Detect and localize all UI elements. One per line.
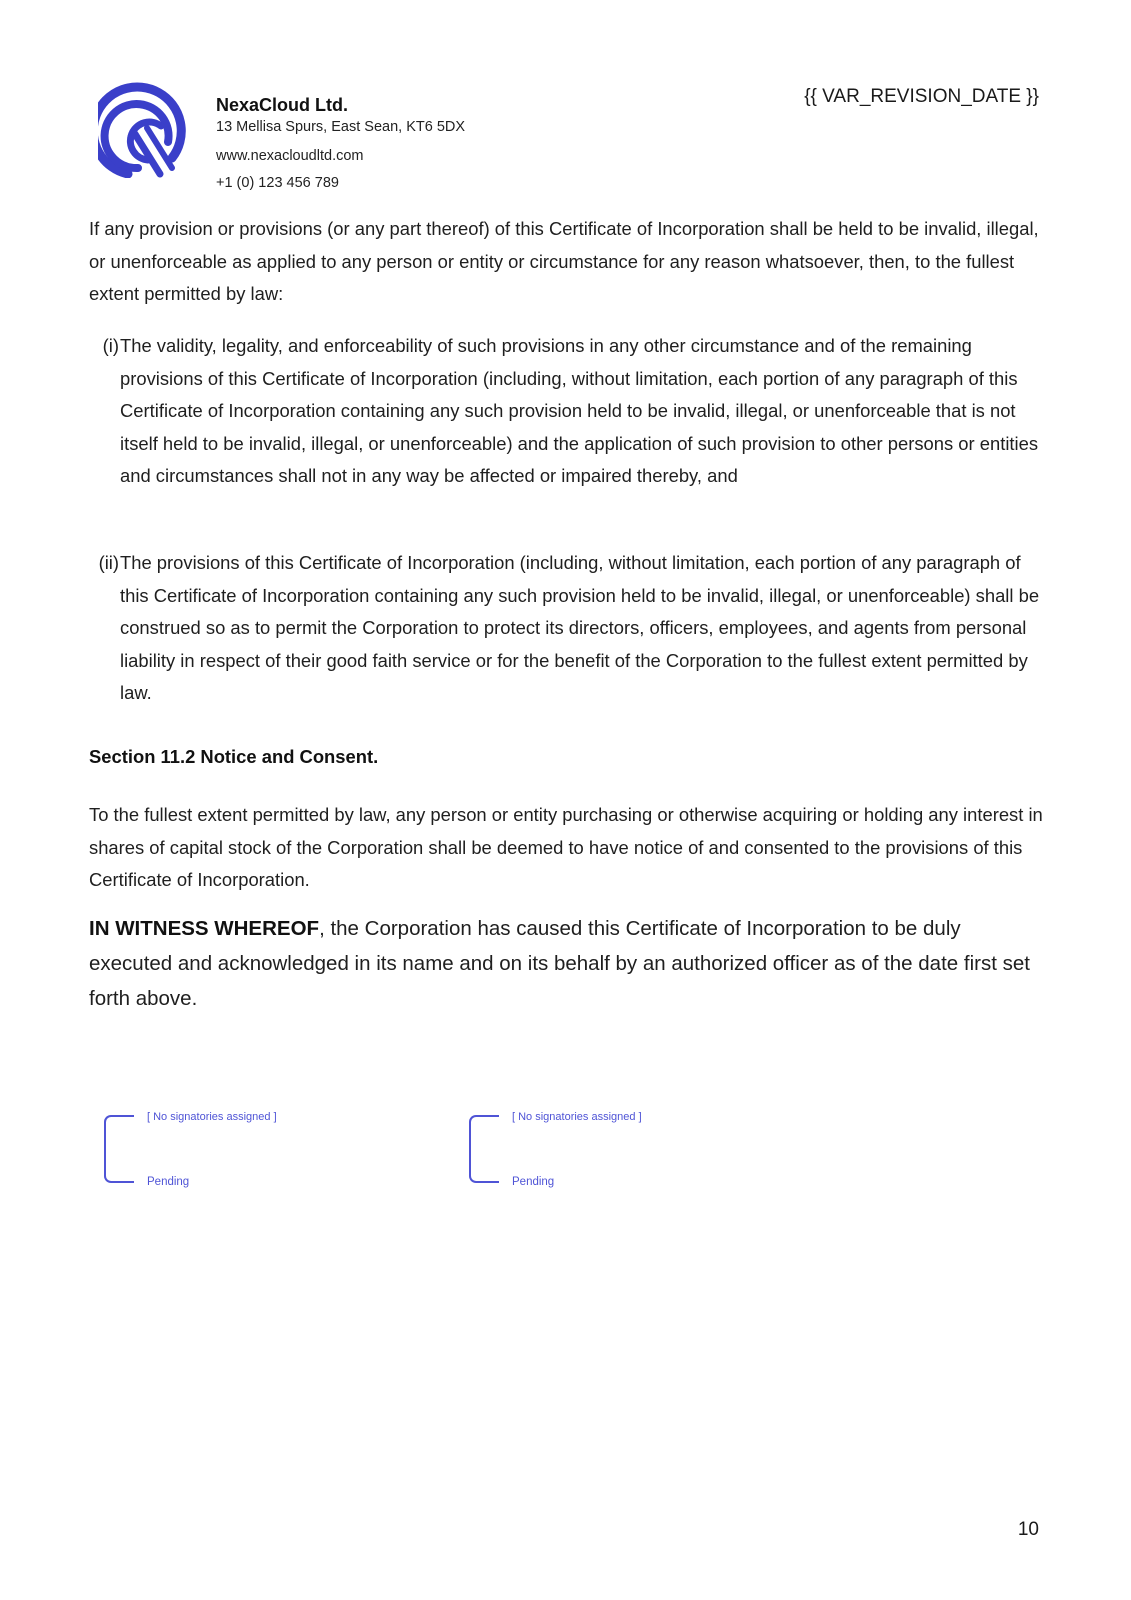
signatory-label: [ No signatories assigned ] bbox=[512, 1111, 642, 1123]
list-item bbox=[89, 547, 1054, 710]
company-website: www.nexacloudltd.com bbox=[216, 148, 364, 164]
company-address: 13 Mellisa Spurs, East Sean, KT6 5DX bbox=[216, 119, 466, 135]
intro-paragraph: If any provision or provisions (or any part thereof) of this Certificate of Incorporation shall be held to be invalid, illegal, or unenforceable as applied to any person or entity or circumstance for any reason whatsoever, then, to the fullest extent permitted by law: bbox=[89, 218, 1039, 304]
signature-bracket bbox=[469, 1115, 499, 1183]
page-number: 10 bbox=[1017, 1519, 1039, 1540]
company-info bbox=[216, 94, 465, 193]
witness-text: , the Corporation has caused this Certificate of Incorporation to be duly executed and acknowledged in its name and on its behalf by an authorized officer as of the date first set forth above. bbox=[89, 917, 1030, 1010]
list-marker: (ii) bbox=[98, 552, 119, 573]
list-marker: (i) bbox=[102, 335, 119, 356]
company-phone: +1 (0) 123 456 789 bbox=[216, 175, 339, 191]
signatory-label: [ No signatories assigned ] bbox=[147, 1111, 277, 1123]
signature-status: Pending bbox=[512, 1176, 555, 1188]
signature-block[interactable] bbox=[469, 1111, 669, 1201]
list-item-text: The provisions of this Certificate of Incorporation (including, without limitation, each portion of any paragraph of this Certificate of Incorporation containing any such provision held to be invalid, illegal, or unenforceable) shall be construed so as to permit the Corporation to protect its directors, officers, employees, and agents from personal liability in respect of their good faith service or for the benefit of the Corporation to the fullest extent permitted by law. bbox=[120, 552, 1040, 703]
list-item bbox=[89, 330, 1054, 493]
witness-bold: IN WITNESS WHEREOF bbox=[89, 917, 320, 940]
nexacloud-logo-icon bbox=[98, 78, 190, 178]
section-heading: Section 11.2 Notice and Consent. bbox=[89, 746, 379, 767]
section-paragraph: To the fullest extent permitted by law, any person or entity purchasing or otherwise acquiring or holding any interest in shares of capital stock of the Corporation shall be deemed to have notice of and consented to the provisions of this Certificate of Incorporation. bbox=[89, 804, 1043, 890]
witness-paragraph bbox=[89, 911, 1049, 1016]
revision-date: {{ VAR_REVISION_DATE }} bbox=[804, 86, 1039, 107]
signature-bracket bbox=[104, 1115, 134, 1183]
signature-status: Pending bbox=[147, 1176, 190, 1188]
list-item-text: The validity, legality, and enforceability of such provisions in any other circumstance and of the remaining provisions of this Certificate of Incorporation (including, without limitation, each portion of any paragraph of this Certificate of Incorporation containing any such provision held to be invalid, illegal, or unenforceable that is not itself held to be invalid, illegal, or unenforceable) and the application of such provision to other persons or entities and circumstances shall not in any way be affected or impaired thereby, and bbox=[120, 335, 1039, 486]
signature-block[interactable] bbox=[104, 1111, 304, 1201]
company-name: NexaCloud Ltd. bbox=[216, 95, 349, 115]
